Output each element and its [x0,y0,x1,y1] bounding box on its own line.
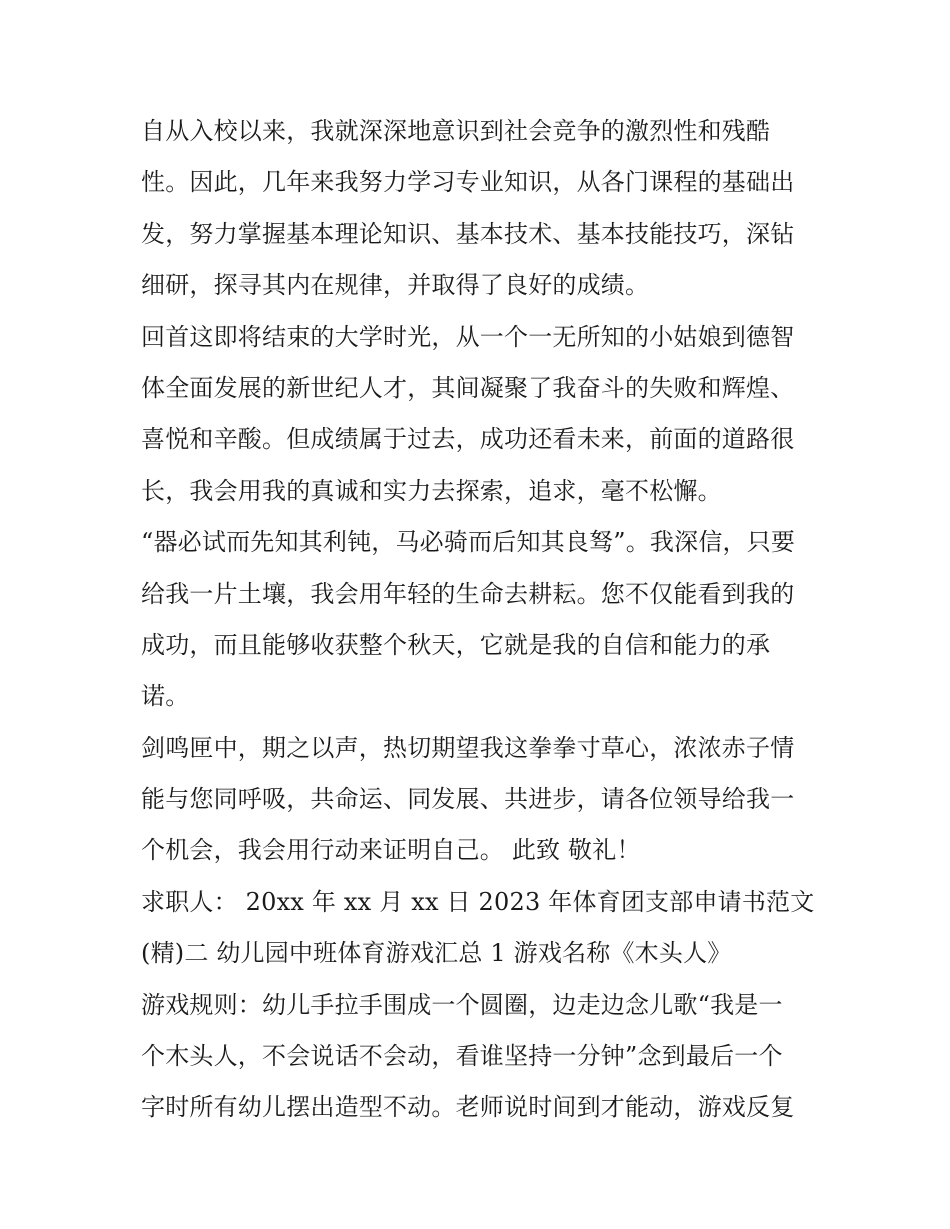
text-line: 剑鸣匣中，期之以声，热切期望我这拳拳寸草心，浓浓赤子情 [141,733,795,762]
text-line: 给我一片土壤，我会用年轻的生命去耕耘。您不仅能看到我的 [141,579,795,608]
text-line: “器必试而先知其利钝，马必骑而后知其良驽”。我深信，只要 [141,528,796,557]
text-line: 游戏规则：幼儿手拉手围成一个圆圈，边走边念儿歌“我是一 [141,990,783,1019]
text-line: 发，努力掌握基本理论知识、基本技术、基本技能技巧，深钻 [141,219,795,248]
text-line: 诺。 [141,682,190,711]
text-line: 求职人： 20xx 年 xx 月 xx 日 2023 年体育团支部申请书范文 [141,887,815,916]
text-line: 字时所有幼儿摆出造型不动。老师说时间到才能动，游戏反复 [141,1093,795,1122]
text-line: 个木头人，不会说话不会动，看谁坚持一分钟”念到最后一个 [141,1042,783,1071]
text-line: 性。因此，几年来我努力学习专业知识，从各门课程的基础出 [141,168,795,197]
text-line: 体全面发展的新世纪人才，其间凝聚了我奋斗的失败和辉煌、 [141,373,795,402]
text-line: 细研，探寻其内在规律，并取得了良好的成绩。 [141,271,650,300]
text-line: (精)二 幼儿园中班体育游戏汇总 1 游戏名称《木头人》 [141,939,732,968]
text-line: 个机会，我会用行动来证明自己。 此致 敬礼！ [141,836,641,865]
text-line: 能与您同呼吸，共命运、同发展、共进步，请各位领导给我一 [141,785,795,814]
text-line: 长，我会用我的真诚和实力去探索，追求，毫不松懈。 [141,476,722,505]
document-body [141,106,821,1134]
text-line: 成功，而且能够收获整个秋天，它就是我的自信和能力的承 [141,630,771,659]
text-line: 喜悦和辛酸。但成绩属于过去，成功还看未来，前面的道路很 [141,425,795,454]
text-line: 回首这即将结束的大学时光，从一个一无所知的小姑娘到德智 [141,322,795,351]
text-line: 自从入校以来，我就深深地意识到社会竞争的激烈性和残酷 [141,117,771,145]
